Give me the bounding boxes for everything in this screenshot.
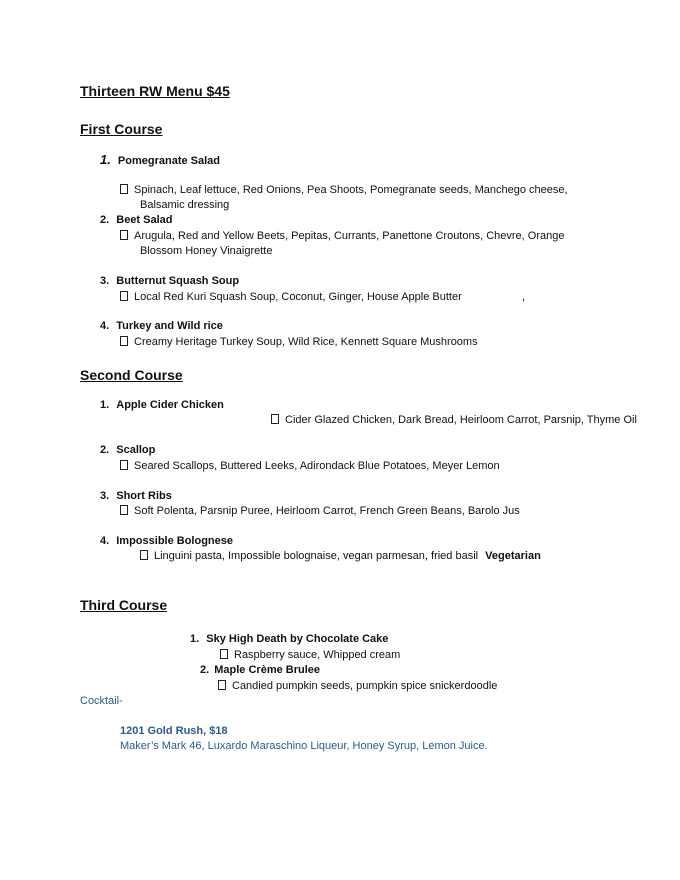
item-number: 3. — [100, 490, 110, 502]
unknown-glyph-box-icon — [120, 460, 128, 470]
first-item-1 — [100, 152, 220, 169]
item-title: Impossible Bolognese — [116, 535, 233, 547]
menu-title: Thirteen RW Menu $45 — [80, 83, 230, 99]
item-number: 2. — [100, 444, 110, 456]
second-item-2 — [100, 443, 155, 458]
unknown-glyph-box-icon — [120, 291, 128, 301]
item-number: 1. — [100, 152, 111, 167]
unknown-glyph-box-icon — [120, 505, 128, 515]
item-title: Scallop — [116, 444, 156, 456]
third-item-1 — [190, 632, 388, 647]
unknown-glyph-box-icon — [271, 414, 279, 424]
item-number: 2. — [100, 214, 110, 226]
cocktail-name: 1201 Gold Rush, $18 — [120, 725, 228, 737]
second-course-heading: Second Course — [80, 367, 183, 383]
item-desc: Spinach, Leaf lettuce, Red Onions, Pea Shoots, Pomegranate seeds, Manchego cheese, — [134, 184, 568, 196]
first-item-4-desc — [120, 335, 478, 350]
vegetarian-tag: Vegetarian — [485, 550, 541, 562]
first-item-2 — [100, 213, 173, 228]
item-number: 3. — [100, 275, 110, 287]
unknown-glyph-box-icon — [120, 184, 128, 194]
item-desc: Local Red Kuri Squash Soup, Coconut, Ginger, House Apple Butter — [134, 291, 462, 303]
item-number: 4. — [100, 320, 110, 332]
third-item-2-desc — [218, 679, 497, 694]
item-title: Apple Cider Chicken — [116, 399, 224, 411]
unknown-glyph-box-icon — [140, 550, 148, 560]
unknown-glyph-box-icon — [120, 336, 128, 346]
second-item-1-desc — [271, 413, 637, 428]
first-item-3-desc — [120, 290, 462, 305]
third-item-1-desc — [220, 648, 400, 663]
cocktail-desc: Maker’s Mark 46, Luxardo Maraschino Liqueur, Honey Syrup, Lemon Juice. — [120, 740, 488, 752]
item-desc: Creamy Heritage Turkey Soup, Wild Rice, Kennett Square Mushrooms — [134, 336, 478, 348]
third-item-2 — [200, 663, 320, 678]
second-item-3 — [100, 489, 172, 504]
item-number: 2. — [200, 664, 210, 676]
item-desc: Soft Polenta, Parsnip Puree, Heirloom Carrot, French Green Beans, Barolo Jus — [134, 505, 520, 517]
item-desc: Cider Glazed Chicken, Dark Bread, Heirloom Carrot, Parsnip, Thyme Oil — [285, 414, 637, 426]
first-item-1-desc — [120, 183, 568, 198]
unknown-glyph-box-icon — [218, 680, 226, 690]
item-desc: Arugula, Red and Yellow Beets, Pepitas, Currants, Panettone Croutons, Chevre, Orange — [134, 230, 565, 242]
item-title: Butternut Squash Soup — [116, 275, 240, 287]
item-desc: Seared Scallops, Buttered Leeks, Adirondack Blue Potatoes, Meyer Lemon — [134, 460, 500, 472]
cocktail-label: Cocktail- — [80, 695, 123, 707]
second-item-4 — [100, 534, 233, 549]
item-number: 4. — [100, 535, 110, 547]
first-item-4 — [100, 319, 223, 334]
first-course-heading: First Course — [80, 121, 163, 137]
second-item-1 — [100, 398, 224, 413]
item-title: Maple Crème Brulee — [214, 664, 321, 676]
first-item-2-desc2: Blossom Honey Vinaigrette — [140, 245, 273, 257]
first-item-1-desc2: Balsamic dressing — [140, 199, 230, 211]
item-desc: Candied pumpkin seeds, pumpkin spice snickerdoodle — [232, 680, 498, 692]
item-number: 1. — [100, 399, 110, 411]
item-title: Sky High Death by Chocolate Cake — [206, 633, 389, 645]
item-title: Turkey and Wild rice — [116, 320, 223, 332]
second-item-2-desc — [120, 459, 500, 474]
unknown-glyph-box-icon — [120, 230, 128, 240]
second-item-3-desc — [120, 504, 520, 519]
first-item-2-desc — [120, 229, 564, 244]
second-item-4-desc — [140, 549, 541, 564]
item-title: Short Ribs — [116, 490, 172, 502]
item-desc: Linguini pasta, Impossible bolognaise, vegan parmesan, fried basil — [154, 550, 479, 562]
item-title: Pomegranate Salad — [117, 155, 220, 167]
unknown-glyph-box-icon — [220, 649, 228, 659]
first-item-3 — [100, 274, 239, 289]
item-number: 1. — [190, 633, 200, 645]
stray-comma: , — [522, 291, 526, 303]
item-title: Beet Salad — [116, 214, 173, 226]
third-course-heading: Third Course — [80, 597, 168, 613]
item-desc: Raspberry sauce, Whipped cream — [234, 649, 401, 661]
